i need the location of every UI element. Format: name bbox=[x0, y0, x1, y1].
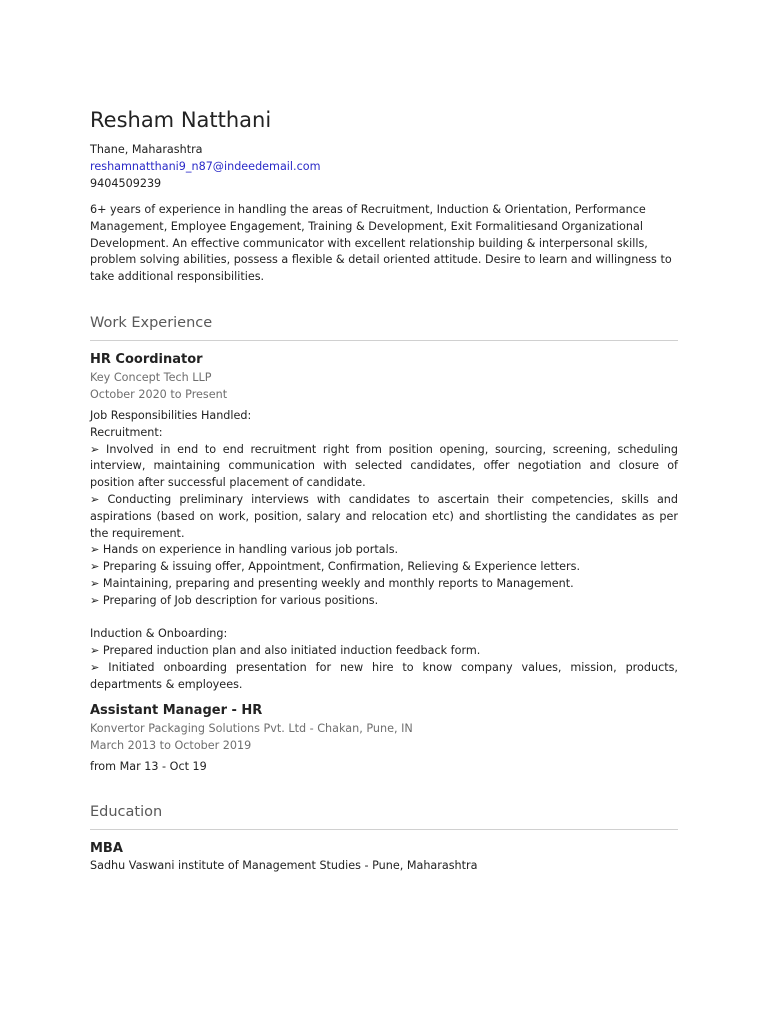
job-entry bbox=[90, 351, 678, 694]
candidate-email-link[interactable]: reshamnatthani9_n87@indeedemail.com bbox=[90, 160, 321, 173]
job-desc-bullet: ➢ Involved in end to end recruitment right from position opening, sourcing, screening, scheduling interview, maintaining communication with selected candidates, offer negotiation and closure of position after successful placement of candidate. bbox=[90, 442, 678, 490]
job-company: Key Concept Tech LLP bbox=[90, 370, 212, 384]
job-desc-bullet: ➢ Hands on experience in handling various job portals. bbox=[90, 543, 399, 557]
job-desc-bullet: ➢ Preparing & issuing offer, Appointment, Confirmation, Relieving & Experience letters. bbox=[90, 560, 581, 574]
education-entry bbox=[90, 840, 678, 874]
job-description bbox=[90, 408, 678, 694]
section-title-education: Education bbox=[90, 802, 678, 830]
job-dates: October 2020 to Present bbox=[90, 387, 228, 401]
job-company: Konvertor Packaging Solutions Pvt. Ltd - Chakan, Pune, IN bbox=[90, 721, 413, 735]
education-school: Sadhu Vaswani institute of Management Studies - Pune, Maharashtra bbox=[90, 859, 478, 873]
job-entry bbox=[90, 702, 678, 776]
job-desc-bullet: ➢ Maintaining, preparing and presenting weekly and monthly reports to Management. bbox=[90, 576, 574, 590]
job-desc-bullet: ➢ Conducting preliminary interviews with candidates to ascertain their competencies, skills and aspirations (based on work, position, salary and relocation etc) and shortlisting the candidates as per the requirement. bbox=[90, 492, 678, 540]
job-desc-line: Recruitment: bbox=[90, 425, 163, 439]
job-desc-line: Induction & Onboarding: bbox=[90, 627, 228, 641]
job-description: from Mar 13 - Oct 19 bbox=[90, 759, 207, 773]
job-dates: March 2013 to October 2019 bbox=[90, 738, 252, 752]
work-experience-section bbox=[90, 313, 678, 775]
education-degree: MBA bbox=[90, 841, 123, 857]
candidate-phone: 9404509239 bbox=[90, 177, 162, 190]
job-desc-spacer bbox=[90, 610, 678, 627]
job-title: Assistant Manager - HR bbox=[90, 702, 263, 718]
resume-header bbox=[90, 104, 678, 192]
job-desc-bullet: ➢ Initiated onboarding presentation for new hire to know company values, mission, products, departments & employees. bbox=[90, 660, 678, 691]
education-section bbox=[90, 802, 678, 874]
resume-content bbox=[90, 104, 678, 874]
job-desc-bullet: ➢ Preparing of Job description for various positions. bbox=[90, 593, 379, 607]
job-desc-bullet: ➢ Prepared induction plan and also initiated induction feedback form. bbox=[90, 644, 481, 658]
job-title: HR Coordinator bbox=[90, 351, 203, 367]
section-title-work-experience: Work Experience bbox=[90, 313, 678, 341]
candidate-location: Thane, Maharashtra bbox=[90, 143, 203, 156]
professional-summary: 6+ years of experience in handling the areas of Recruitment, Induction & Orientation, Performance Management, Employee Engagement, Training & Development, Exit Formalitiesand Organizational Development. An effective communicator with excellent relationship building & interpersonal skills, problem solving abilities, possess a flexible & detail oriented attitude. Desire to learn and willingness to take additional responsibilities. bbox=[90, 203, 672, 284]
candidate-name: Resham Natthani bbox=[90, 108, 272, 132]
job-desc-line: Job Responsibilities Handled: bbox=[90, 408, 252, 422]
